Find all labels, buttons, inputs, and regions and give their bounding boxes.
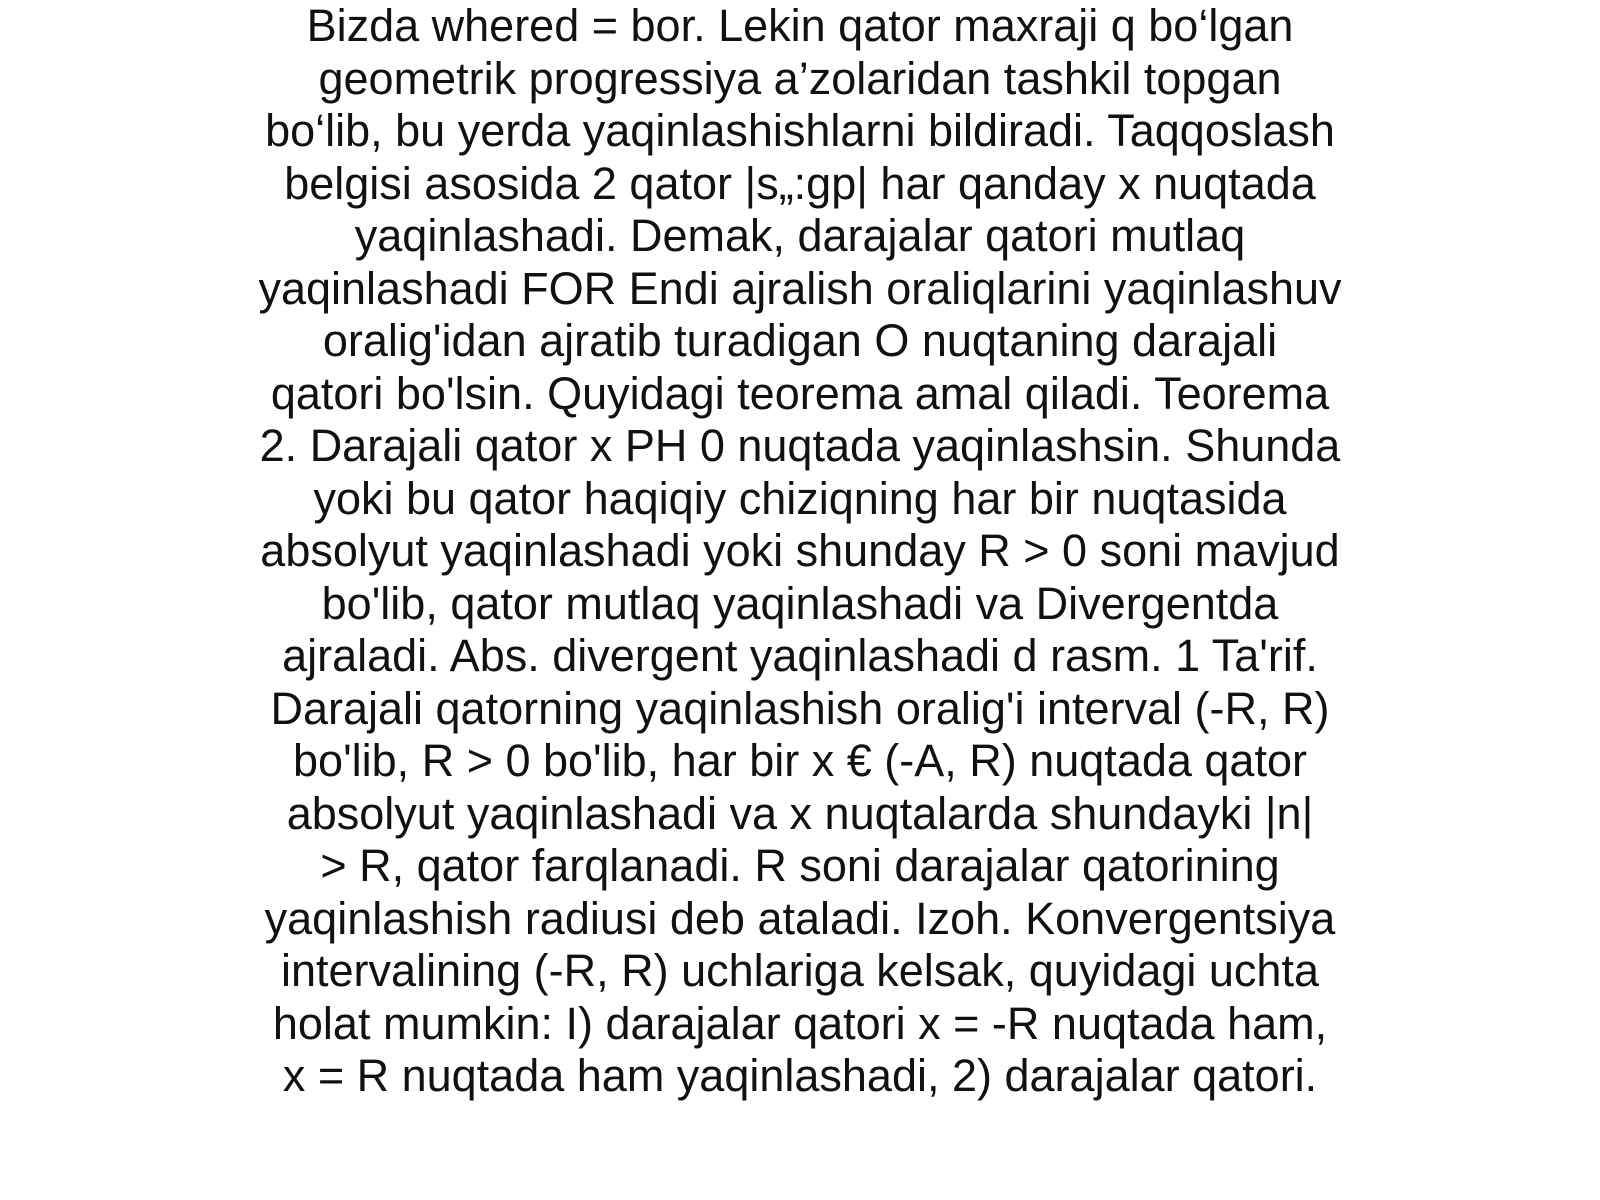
text-line-18: yaqinlashish radiusi deb ataladi. Izoh. Konvergentsiya <box>264 892 1336 944</box>
text-line-6: yaqinlashadi FOR Endi ajralish oraliqlarini yaqinlashuv <box>258 262 1342 314</box>
text-line-2: geometrik progressiya a’zolaridan tashkil topgan <box>318 52 1282 104</box>
body-text <box>200 0 1400 1103</box>
text-line-5: yaqinlashadi. Demak, darajalar qatori mutlaq <box>354 210 1246 261</box>
text-line-17: > R, qator farqlanadi. R soni darajalar qatorining <box>320 840 1280 891</box>
text-line-10: yoki bu qator haqiqiy chiziqning har bir nuqtasida <box>313 472 1287 524</box>
text-line-12: bo'lib, qator mutlaq yaqinlashadi va Divergentda <box>321 577 1279 629</box>
text-line-16: absolyut yaqinlashadi va x nuqtalarda shundayki |n| <box>286 787 1314 839</box>
text-line-8: qatori bo'lsin. Quyidagi teorema amal qiladi. Teorema <box>270 367 1330 419</box>
text-line-14: Darajali qatorning yaqinlashish oralig'i interval (-R, R) <box>270 682 1330 734</box>
text-line-1: Bizda whered = bor. Lekin qator maxraji q bo‘lgan <box>306 0 1294 51</box>
text-line-9: 2. Darajali qator x PH 0 nuqtada yaqinlashsin. Shunda <box>259 420 1341 471</box>
text-line-19: intervalining (-R, R) uchlariga kelsak, quyidagi uchta <box>281 945 1319 996</box>
text-line-11: absolyut yaqinlashadi yoki shunday R > 0 soni mavjud <box>260 525 1340 576</box>
text-line-21: x = R nuqtada ham yaqinlashadi, 2) darajalar qatori. <box>282 1050 1318 1101</box>
text-line-13: ajraladi. Abs. divergent yaqinlashadi d rasm. 1 Ta'rif. <box>282 630 1318 681</box>
text-line-4: belgisi asosida 2 qator |s„:gp| har qanday x nuqtada <box>284 157 1316 209</box>
text-line-7: oralig'idan ajratib turadigan O nuqtaning darajali <box>322 315 1278 366</box>
text-line-15: bo'lib, R > 0 bo'lib, har bir x € (-A, R) nuqtada qator <box>293 735 1307 786</box>
text-line-20: holat mumkin: I) darajalar qatori x = -R nuqtada ham, <box>272 997 1328 1049</box>
text-line-3: bo‘lib, bu yerda yaqinlashishlarni bildiradi. Taqqoslash <box>265 105 1335 156</box>
